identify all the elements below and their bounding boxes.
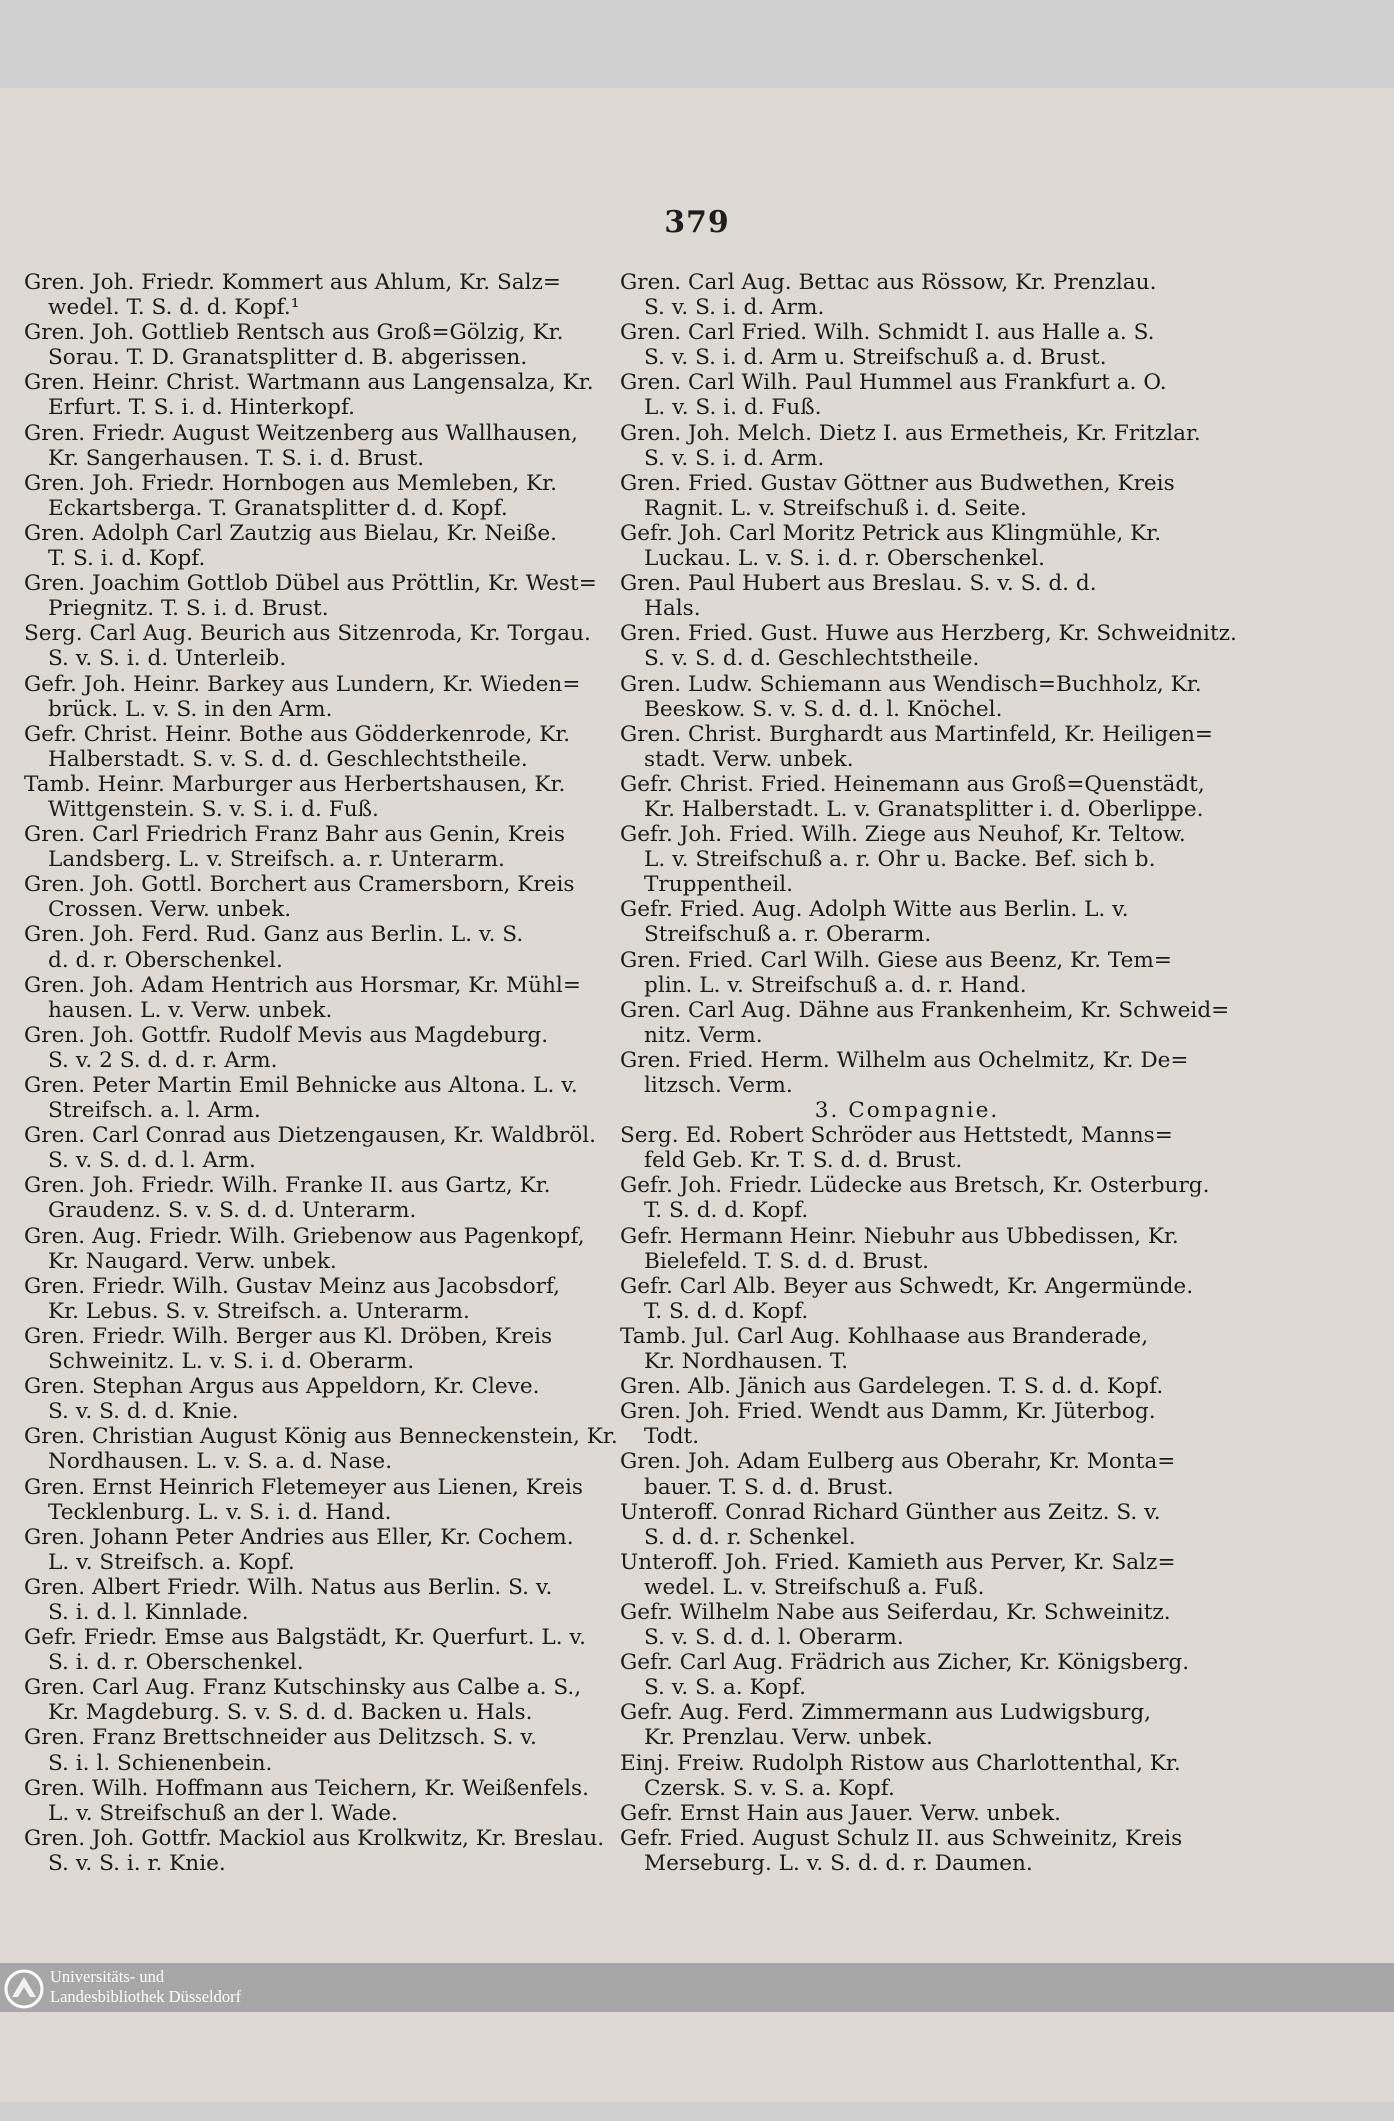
entry-line: Gren. Joh. Gottfr. Mackiol aus Krolkwitz, Kr. Breslau. <box>24 1825 605 1851</box>
entry-continuation-line: S. v. S. d. d. l. Oberarm. <box>644 1625 904 1651</box>
entry-line: Gren. Joh. Gottl. Borchert aus Cramersborn, Kreis <box>24 872 575 898</box>
entry-line: Gren. Carl Fried. Wilh. Schmidt I. aus Halle a. S. <box>620 320 1155 346</box>
right-column-company-entries <box>620 1123 1210 1876</box>
entry-continuation-line: S. v. S. a. Kopf. <box>644 1675 806 1701</box>
entry-line: Gren. Joh. Gottfr. Rudolf Mevis aus Magdeburg. <box>24 1022 549 1048</box>
entry-continuation-line: T. S. i. d. Kopf. <box>48 546 206 572</box>
entry-line: Gren. Peter Martin Emil Behnicke aus Altona. L. v. <box>24 1073 578 1098</box>
entry-line: Gren. Albert Friedr. Wilh. Natus aus Berlin. S. v. <box>24 1574 553 1600</box>
casualty-entry <box>24 471 592 521</box>
casualty-entry <box>620 521 1194 571</box>
entry-line: Gren. Carl Aug. Franz Kutschinsky aus Calbe a. S., <box>24 1675 582 1701</box>
casualty-entry <box>24 1324 592 1374</box>
entry-continuation-line: S. i. d. l. Kinnlade. <box>48 1599 249 1625</box>
casualty-entry <box>620 897 1194 947</box>
right-column <box>620 270 1237 1876</box>
casualty-entry <box>620 1826 1194 1876</box>
entry-line: Gren. Heinr. Christ. Wartmann aus Langensalza, Kr. <box>24 370 594 396</box>
entry-continuation-line: S. v. S. d. d. l. Arm. <box>48 1148 256 1174</box>
entry-line: Gefr. Christ. Fried. Heinemann aus Groß=Quenstädt, <box>620 771 1205 797</box>
casualty-entry <box>620 1449 1194 1499</box>
entry-continuation-line: S. v. S. i. d. Arm. <box>644 445 825 471</box>
entry-continuation-line: S. v. S. d. d. Knie. <box>48 1399 239 1425</box>
casualty-entry <box>24 922 592 972</box>
casualty-entry <box>24 1525 592 1575</box>
entry-line: Gren. Joh. Gottlieb Rentsch aus Groß=Gölzig, Kr. <box>24 320 564 346</box>
entry-line: Gren. Carl Aug. Bettac aus Rössow, Kr. Prenzlau. <box>620 270 1157 295</box>
entry-line: Gren. Johann Peter Andries aus Eller, Kr. Cochem. <box>24 1524 574 1550</box>
casualty-entry <box>620 270 1194 320</box>
entry-continuation-line: Kr. Prenzlau. Verw. unbek. <box>644 1725 933 1751</box>
casualty-entry <box>24 270 592 320</box>
casualty-entry <box>620 1173 1210 1224</box>
casualty-entry <box>24 722 592 772</box>
footer-institution-line1: Universitäts- und <box>50 1967 165 1986</box>
entry-line: Gren. Fried. Herm. Wilhelm aus Ochelmitz, Kr. De= <box>620 1047 1189 1073</box>
entry-continuation-line: S. v. S. i. r. Knie. <box>48 1850 226 1876</box>
casualty-entry <box>620 1500 1194 1550</box>
entry-continuation-line: S. d. d. r. Schenkel. <box>644 1524 856 1550</box>
entry-line: Gren. Paul Hubert aus Breslau. S. v. S. d. d. <box>620 571 1097 597</box>
entry-line: Gren. Joh. Friedr. Hornbogen aus Memleben, Kr. <box>24 470 557 496</box>
casualty-entry <box>24 1023 592 1073</box>
entry-continuation-line: nitz. Verm. <box>644 1022 763 1048</box>
casualty-entry <box>24 370 592 420</box>
casualty-entry <box>24 872 592 922</box>
entry-line: Gren. Fried. Carl Wilh. Giese aus Beenz, Kr. Tem= <box>620 947 1172 973</box>
casualty-entry <box>24 1173 592 1223</box>
entry-continuation-line: S. i. l. Schienenbein. <box>48 1750 273 1776</box>
entry-continuation-line: Kr. Naugard. Verw. unbek. <box>48 1248 337 1274</box>
entry-line: Gren. Friedr. Wilh. Gustav Meinz aus Jacobsdorf, <box>24 1273 561 1299</box>
entry-continuation-line: L. v. Streifschuß an der l. Wade. <box>48 1800 398 1826</box>
casualty-entry <box>620 948 1194 998</box>
casualty-entry <box>620 1801 1194 1826</box>
entry-continuation-line: plin. L. v. Streifschuß a. d. r. Hand. <box>644 972 1027 998</box>
entry-line: Gren. Alb. Jänich aus Gardelegen. T. S. d. d. Kopf. <box>620 1374 1164 1400</box>
entry-continuation-line: wedel. T. S. d. d. Kopf.¹ <box>48 295 300 321</box>
casualty-entry <box>24 421 592 471</box>
casualty-entry <box>24 521 592 571</box>
entry-continuation-line: litzsch. Verm. <box>644 1073 793 1098</box>
entry-line: Gefr. Carl Alb. Beyer aus Schwedt, Kr. Angermünde. <box>620 1273 1194 1299</box>
entry-line: Gren. Joh. Ferd. Rud. Ganz aus Berlin. L. v. S. <box>24 922 524 948</box>
entry-continuation-line: S. v. S. i. d. Arm. <box>644 295 825 321</box>
entry-line: Gefr. Carl Aug. Frädrich aus Zicher, Kr. Königsberg. <box>620 1650 1190 1676</box>
casualty-entry <box>24 1776 592 1826</box>
entry-line: Gefr. Christ. Heinr. Bothe aus Gödderkenrode, Kr. <box>24 721 571 747</box>
entry-continuation-line: bauer. T. S. d. d. Brust. <box>644 1474 894 1500</box>
entry-continuation-line: Czersk. S. v. S. a. Kopf. <box>644 1775 895 1801</box>
entry-line: Gren. Carl Aug. Dähne aus Frankenheim, Kr. Schweid= <box>620 997 1230 1023</box>
entry-continuation-line: S. v. 2 S. d. d. r. Arm. <box>48 1047 278 1073</box>
entry-continuation-line: Todt. <box>644 1424 700 1450</box>
entry-continuation-line: L. v. Streifschuß a. r. Ohr u. Backe. Bef. sich b. <box>644 847 1156 873</box>
entry-line: Unteroff. Conrad Richard Günther aus Zeitz. S. v. <box>620 1499 1161 1525</box>
casualty-entry <box>24 320 592 370</box>
casualty-entry <box>24 621 592 671</box>
entry-continuation-line: Luckau. L. v. S. i. d. r. Oberschenkel. <box>644 546 1046 572</box>
entry-continuation-line: Ragnit. L. v. Streifschuß i. d. Seite. <box>644 495 1027 521</box>
entry-line: Gren. Joh. Friedr. Kommert aus Ahlum, Kr. Salz= <box>24 270 562 295</box>
casualty-entry <box>620 1324 1194 1374</box>
casualty-entry <box>620 1274 1194 1324</box>
casualty-entry <box>24 1123 597 1174</box>
entry-line: Gren. Friedr. Wilh. Berger aus Kl. Dröben, Kreis <box>24 1323 553 1349</box>
casualty-entry <box>24 1725 592 1775</box>
entry-continuation-line: Kr. Lebus. S. v. Streifsch. a. Unterarm. <box>48 1298 470 1324</box>
casualty-entry <box>24 1625 592 1675</box>
entry-line: Gefr. Friedr. Emse aus Balgstädt, Kr. Querfurt. L. v. <box>24 1625 586 1651</box>
casualty-entry <box>620 420 1201 471</box>
entry-line: Gren. Franz Brettschneider aus Delitzsch. S. v. <box>24 1725 537 1751</box>
entry-continuation-line: Halberstadt. S. v. S. d. d. Geschlechtstheile. <box>48 746 528 772</box>
entry-line: Gren. Carl Wilh. Paul Hummel aus Frankfurt a. O. <box>620 370 1167 396</box>
left-column <box>24 270 618 1876</box>
entry-line: Serg. Ed. Robert Schröder aus Hettstedt, Manns= <box>620 1123 1173 1149</box>
casualty-entry <box>620 1048 1194 1098</box>
entry-line: Gren. Joh. Adam Eulberg aus Oberahr, Kr. Monta= <box>620 1449 1176 1475</box>
entry-line: Gren. Joachim Gottlob Dübel aus Pröttlin, Kr. West= <box>24 571 597 597</box>
entry-continuation-line: Hals. <box>644 596 701 622</box>
casualty-entry <box>24 1675 592 1725</box>
entry-line: Gefr. Wilhelm Nabe aus Seiferdau, Kr. Schweinitz. <box>620 1599 1171 1625</box>
ulb-logo-icon <box>4 1969 44 2009</box>
footer-institution-line2: Landesbibliothek Düsseldorf <box>50 1987 242 2006</box>
entry-continuation-line: Beeskow. S. v. S. d. d. l. Knöchel. <box>644 696 1003 722</box>
casualty-entry <box>620 1700 1194 1750</box>
entry-continuation-line: S. v. S. i. d. Unterleib. <box>48 646 287 672</box>
entry-line: Gren. Joh. Friedr. Wilh. Franke II. aus Gartz, Kr. <box>24 1173 551 1199</box>
casualty-entry <box>620 320 1194 370</box>
casualty-entry <box>620 621 1237 672</box>
casualty-entry <box>24 571 597 622</box>
entry-continuation-line: Streifschuß a. r. Oberarm. <box>644 922 932 948</box>
entry-line: Gefr. Joh. Carl Moritz Petrick aus Klingmühle, Kr. <box>620 520 1162 546</box>
casualty-entry <box>620 471 1194 521</box>
entry-continuation-line: S. v. S. d. d. Geschlechtstheile. <box>644 646 980 672</box>
entry-continuation-line: Tecklenburg. L. v. S. i. d. Hand. <box>48 1499 392 1525</box>
entry-line: Gren. Carl Friedrich Franz Bahr aus Genin, Kreis <box>24 822 565 848</box>
entry-line: Gren. Stephan Argus aus Appeldorn, Kr. Cleve. <box>24 1374 540 1400</box>
entry-continuation-line: Eckartsberga. T. Granatsplitter d. d. Kopf. <box>48 495 508 521</box>
casualty-entry <box>24 1475 592 1525</box>
entry-line: Gren. Joh. Fried. Wendt aus Damm, Kr. Jüterbog. <box>620 1399 1156 1425</box>
entry-continuation-line: Priegnitz. T. S. i. d. Brust. <box>48 596 329 622</box>
casualty-entry <box>620 721 1214 772</box>
entry-continuation-line: d. d. r. Oberschenkel. <box>48 947 283 973</box>
casualty-entry <box>620 997 1230 1048</box>
entry-line: Serg. Carl Aug. Beurich aus Sitzenroda, Kr. Torgau. <box>24 621 591 647</box>
entry-continuation-line: Kr. Sangerhausen. T. S. i. d. Brust. <box>48 445 425 471</box>
casualty-entry <box>620 671 1202 722</box>
entry-line: Gefr. Fried. August Schulz II. aus Schweinitz, Kreis <box>620 1825 1183 1851</box>
entry-line: Unteroff. Joh. Fried. Kamieth aus Perver, Kr. Salz= <box>620 1549 1176 1575</box>
entry-line: Gren. Carl Conrad aus Dietzengausen, Kr. Waldbröl. <box>24 1123 597 1149</box>
entry-continuation-line: feld Geb. Kr. T. S. d. d. Brust. <box>644 1148 963 1174</box>
casualty-entry <box>24 1274 592 1324</box>
casualty-entry <box>620 1399 1194 1449</box>
entry-continuation-line: S. v. S. i. d. Arm u. Streifschuß a. d. Brust. <box>644 345 1107 371</box>
entry-continuation-line: Kr. Halberstadt. L. v. Granatsplitter i. d. Oberlippe. <box>644 796 1204 822</box>
entry-continuation-line: Streifsch. a. l. Arm. <box>48 1098 261 1124</box>
casualty-entry <box>24 672 592 722</box>
casualty-entry <box>620 1650 1194 1700</box>
entry-continuation-line: Nordhausen. L. v. S. a. d. Nase. <box>48 1449 393 1475</box>
entry-line: Gren. Fried. Gust. Huwe aus Herzberg, Kr. Schweidnitz. <box>620 621 1237 647</box>
entry-continuation-line: Landsberg. L. v. Streifsch. a. r. Unterarm. <box>48 847 505 873</box>
entry-continuation-line: stadt. Verw. unbek. <box>644 746 854 772</box>
entry-continuation-line: Kr. Magdeburg. S. v. S. d. d. Backen u. Hals. <box>48 1700 533 1726</box>
entry-continuation-line: L. v. Streifsch. a. Kopf. <box>48 1549 295 1575</box>
entry-continuation-line: L. v. S. i. d. Fuß. <box>644 395 822 421</box>
entry-line: Tamb. Jul. Carl Aug. Kohlhaase aus Branderade, <box>620 1323 1149 1349</box>
right-column-entries <box>620 270 1237 1098</box>
casualty-entry <box>24 772 592 822</box>
casualty-entry <box>24 973 592 1023</box>
casualty-entry <box>24 1073 592 1123</box>
entry-continuation-line: Sorau. T. D. Granatsplitter d. B. abgerissen. <box>48 345 528 371</box>
entry-line: Gren. Joh. Adam Hentrich aus Horsmar, Kr. Mühl= <box>24 972 581 998</box>
entry-line: Gefr. Ernst Hain aus Jauer. Verw. unbek. <box>620 1800 1062 1826</box>
entry-line: Gefr. Joh. Friedr. Lüdecke aus Bretsch, Kr. Osterburg. <box>620 1173 1210 1199</box>
casualty-entry <box>620 1224 1194 1274</box>
casualty-entry <box>620 822 1194 897</box>
casualty-entry <box>620 1550 1194 1600</box>
entry-continuation-line: Graudenz. S. v. S. d. d. Unterarm. <box>48 1198 417 1224</box>
page-number: 379 <box>664 205 730 240</box>
entry-continuation-line: Truppentheil. <box>644 872 794 898</box>
entry-line: Tamb. Heinr. Marburger aus Herbertshausen, Kr. <box>24 771 566 797</box>
entry-line: Gefr. Fried. Aug. Adolph Witte aus Berlin. L. v. <box>620 897 1129 923</box>
casualty-entry <box>620 771 1205 822</box>
entry-line: Gren. Joh. Melch. Dietz I. aus Ermetheis, Kr. Fritzlar. <box>620 420 1201 446</box>
entry-continuation-line: S. i. d. r. Oberschenkel. <box>48 1650 304 1676</box>
entry-line: Gefr. Joh. Fried. Wilh. Ziege aus Neuhof, Kr. Teltow. <box>620 822 1186 848</box>
casualty-entry <box>620 1600 1194 1650</box>
entry-continuation-line: Bielefeld. T. S. d. d. Brust. <box>644 1248 929 1274</box>
entry-line: Gren. Aug. Friedr. Wilh. Griebenow aus Pagenkopf, <box>24 1223 585 1249</box>
casualty-entry <box>620 1123 1194 1173</box>
casualty-entry <box>24 822 592 872</box>
entry-continuation-line: hausen. L. v. Verw. unbek. <box>48 997 333 1023</box>
company-heading: 3. Compagnie. <box>814 1098 1000 1124</box>
entry-continuation-line: Erfurt. T. S. i. d. Hinterkopf. <box>48 395 356 421</box>
casualty-entry <box>620 1374 1194 1399</box>
casualty-entry <box>24 1374 592 1424</box>
entry-continuation-line: wedel. L. v. Streifschuß a. Fuß. <box>644 1574 985 1600</box>
entry-continuation-line: Wittgenstein. S. v. S. i. d. Fuß. <box>48 796 379 822</box>
casualty-entry <box>24 1825 605 1876</box>
entry-continuation-line: Schweinitz. L. v. S. i. d. Oberarm. <box>48 1349 415 1375</box>
entry-line: Gren. Ernst Heinrich Fletemeyer aus Lienen, Kreis <box>24 1474 583 1500</box>
entry-line: Gren. Fried. Gustav Göttner aus Budwethen, Kreis <box>620 470 1175 496</box>
entry-continuation-line: T. S. d. d. Kopf. <box>644 1298 809 1324</box>
casualty-entry <box>620 571 1194 621</box>
casualty-entry <box>24 1424 618 1475</box>
entry-line: Gren. Christ. Burghardt aus Martinfeld, Kr. Heiligen= <box>620 721 1214 747</box>
entry-line: Gren. Wilh. Hoffmann aus Teichern, Kr. Weißenfels. <box>24 1775 589 1801</box>
entry-line: Gren. Ludw. Schiemann aus Wendisch=Buchholz, Kr. <box>620 671 1202 697</box>
entry-continuation-line: T. S. d. d. Kopf. <box>644 1198 809 1224</box>
entry-line: Gren. Friedr. August Weitzenberg aus Wallhausen, <box>24 420 578 446</box>
entry-continuation-line: brück. L. v. S. in den Arm. <box>48 696 333 722</box>
entry-line: Gefr. Hermann Heinr. Niebuhr aus Ubbedissen, Kr. <box>620 1223 1179 1249</box>
entry-continuation-line: Crossen. Verw. unbek. <box>48 897 292 923</box>
casualty-entry <box>620 370 1194 420</box>
entry-line: Gefr. Joh. Heinr. Barkey aus Lundern, Kr. Wieden= <box>24 671 581 697</box>
entry-line: Gren. Christian August König aus Benneckenstein, Kr. <box>24 1424 618 1450</box>
entry-line: Gren. Adolph Carl Zautzig aus Bielau, Kr. Neiße. <box>24 520 557 546</box>
entry-line: Einj. Freiw. Rudolph Ristow aus Charlottenthal, Kr. <box>620 1750 1181 1776</box>
casualty-entry <box>620 1751 1194 1801</box>
entry-continuation-line: Kr. Nordhausen. T. <box>644 1349 849 1375</box>
casualty-entry <box>24 1575 592 1625</box>
entry-line: Gefr. Aug. Ferd. Zimmermann aus Ludwigsburg, <box>620 1700 1152 1726</box>
entry-continuation-line: Merseburg. L. v. S. d. d. r. Daumen. <box>644 1850 1033 1876</box>
casualty-entry <box>24 1224 592 1274</box>
